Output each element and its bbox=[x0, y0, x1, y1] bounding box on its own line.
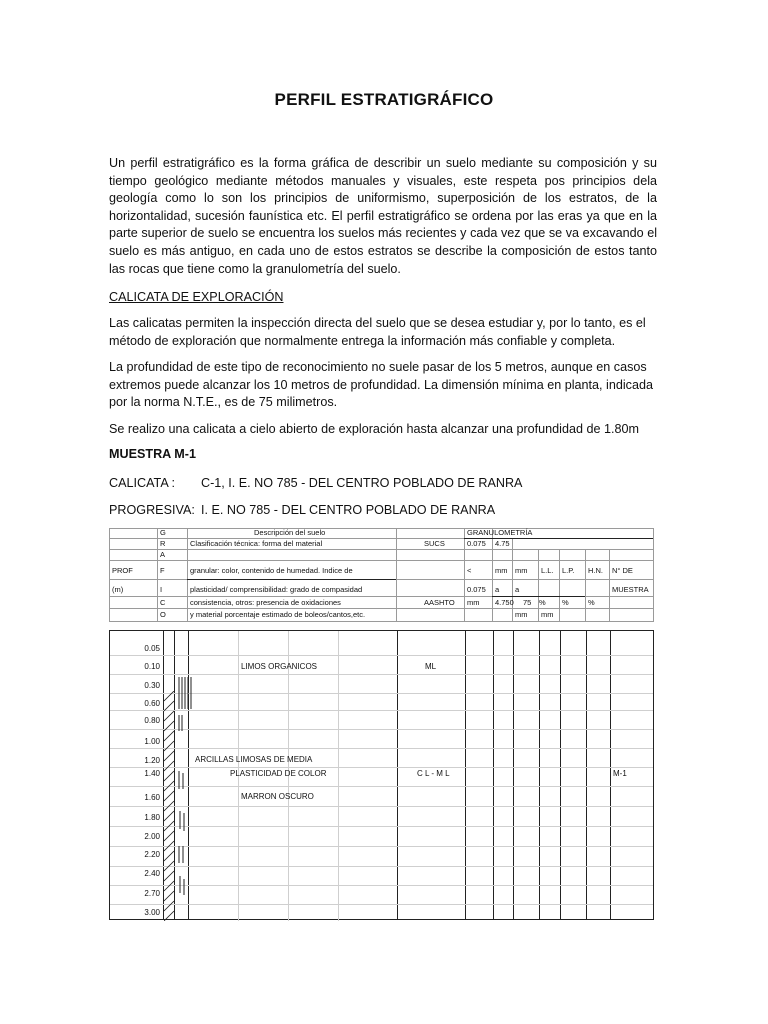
graf-letter: O bbox=[160, 610, 166, 619]
depth-label: 0.60 bbox=[144, 699, 160, 708]
lt-sign: < bbox=[467, 566, 472, 575]
r5-4750: 4.750 bbox=[495, 598, 514, 607]
calicata-paragraph-1: Las calicatas permiten la inspección directa del suelo que se desea estudiar y, por lo tanto, es el método de exploración que normalmente entrega la información más confiable y completa. bbox=[109, 316, 646, 348]
prof-label: PROF bbox=[112, 566, 133, 575]
desc-line: plasticidad/ comprensibilidad: grado de compasidad bbox=[190, 585, 363, 594]
depth-label: 2.00 bbox=[144, 832, 160, 841]
depth-label: 2.70 bbox=[144, 889, 160, 898]
desc-line: consistencia, otros: presencia de oxidaciones bbox=[190, 598, 341, 607]
depth-label: 0.05 bbox=[144, 644, 160, 653]
calicata-paragraph-3: Se realizo una calicata a cielo abierto de exploración hasta alcanzar una profundidad de 1.80m bbox=[109, 422, 639, 436]
desc-line: granular: color, contenido de humedad. Indice de bbox=[190, 566, 353, 575]
layer2-description-line3: MARRON OSCURO bbox=[241, 792, 314, 801]
aashto-label: AASHTO bbox=[424, 598, 455, 607]
page-title: PERFIL ESTRATIGRÁFICO bbox=[274, 90, 494, 109]
layer1-description: LIMOS ORGANICOS bbox=[241, 662, 318, 671]
progresiva-row bbox=[109, 503, 495, 517]
depth-label: 0.10 bbox=[144, 662, 160, 671]
sucs-label: SUCS bbox=[424, 539, 445, 548]
limos-pattern-icon bbox=[176, 675, 193, 711]
graf-letter: R bbox=[160, 539, 166, 548]
graf-letter: A bbox=[160, 550, 166, 559]
r6-mm: mm bbox=[541, 610, 554, 619]
sample-id: M-1 bbox=[613, 769, 627, 778]
graf-letter: C bbox=[160, 598, 166, 607]
calicata-label: CALICATA : bbox=[109, 476, 176, 490]
layer1-classification: ML bbox=[425, 662, 437, 671]
r6-mm: mm bbox=[515, 610, 528, 619]
lp-label: L.P. bbox=[562, 566, 575, 575]
depth-label: 1.80 bbox=[144, 813, 160, 822]
mm-label: mm bbox=[515, 566, 528, 575]
r5-pct: % bbox=[539, 598, 546, 607]
depth-label: 0.30 bbox=[144, 681, 160, 690]
stratigraphic-log bbox=[109, 630, 654, 920]
desc-title: Descripción del suelo bbox=[254, 528, 326, 537]
progresiva-label: PROGRESIVA: bbox=[109, 503, 195, 517]
ll-label: L.L. bbox=[541, 566, 554, 575]
depth-label: 0.80 bbox=[144, 716, 160, 725]
calicata-row bbox=[109, 476, 522, 490]
r4-a: a bbox=[495, 585, 500, 594]
calicata-paragraph-2: La profundidad de este tipo de reconocimiento no suele pasar de los 5 metros, aunque en casos extremos puede alcanzar los 10 metros de profundidad. La dimensión mínima en planta, indicada por la norma N.T.E., es de 75 milimetros. bbox=[109, 360, 653, 410]
n-de-label: N° DE bbox=[612, 566, 633, 575]
calicata-value: C-1, I. E. NO 785 - DEL CENTRO POBLADO DE RANRA bbox=[201, 476, 523, 490]
depth-label: 3.00 bbox=[144, 908, 160, 917]
hn-label: H.N. bbox=[588, 566, 603, 575]
unit-label: (m) bbox=[112, 585, 124, 594]
graf-letter: I bbox=[160, 585, 163, 594]
mm-label: mm bbox=[495, 566, 508, 575]
depth-label: 1.40 bbox=[144, 769, 160, 778]
r5-mm: mm bbox=[467, 598, 480, 607]
header-table bbox=[109, 528, 654, 622]
strata-lines-icon bbox=[176, 711, 188, 911]
depth-label: 1.60 bbox=[144, 793, 160, 802]
depth-label: 1.20 bbox=[144, 756, 160, 765]
r5-pct: % bbox=[562, 598, 569, 607]
r4-a: a bbox=[515, 585, 520, 594]
progresiva-value: I. E. NO 785 - DEL CENTRO POBLADO DE RANRA bbox=[201, 503, 496, 517]
layer2-classification: C L - M L bbox=[417, 769, 450, 778]
arcillas-pattern-icon bbox=[164, 691, 174, 921]
layer2-description-line2: PLASTICIDAD DE COLOR bbox=[230, 769, 327, 778]
r5-pct: % bbox=[588, 598, 595, 607]
depth-label: 2.20 bbox=[144, 850, 160, 859]
muestra-label: MUESTRA bbox=[612, 585, 649, 594]
g-475: 4.75 bbox=[495, 539, 510, 548]
graf-letter: F bbox=[160, 566, 165, 575]
g-0075: 0.075 bbox=[467, 539, 486, 548]
section-heading: CALICATA DE EXPLORACIÓN bbox=[109, 290, 284, 304]
r4-0075: 0.075 bbox=[467, 585, 486, 594]
r5-75: 75 bbox=[523, 598, 532, 607]
granulometria-label: GRANULOMETRÍA bbox=[467, 528, 533, 537]
intro-paragraph: Un perfil estratigráfico es la forma gráfica de describir un suelo mediante su composición y su tiempo geológico mediante métodos manuales y visuales, este respeta pos principios dela geología como lo son los principios de uniformismo, superposición de los estratos, de la horizontalidad, sucesión faunística etc. El perfil estratigráfico se ordena por las eras ya que en la parte superior de suelo se encuentra los suelos más recientes y cada vez que se va excavando el suelo es más antiguo, en cada uno de estos estratos se describe la composición de estos tanto las rocas que tiene como la granulometría del suelo. bbox=[109, 156, 657, 276]
muestra-heading: MUESTRA M-1 bbox=[109, 447, 196, 461]
desc-line: y material porcentaje estimado de boleos/cantos,etc. bbox=[190, 610, 366, 619]
graf-letter: G bbox=[160, 528, 166, 537]
depth-label: 1.00 bbox=[144, 737, 160, 746]
layer2-description-line1: ARCILLAS LIMOSAS DE MEDIA bbox=[195, 755, 313, 764]
depth-label: 2.40 bbox=[144, 869, 160, 878]
desc-line: Clasificación técnica: forma del material bbox=[190, 539, 323, 548]
